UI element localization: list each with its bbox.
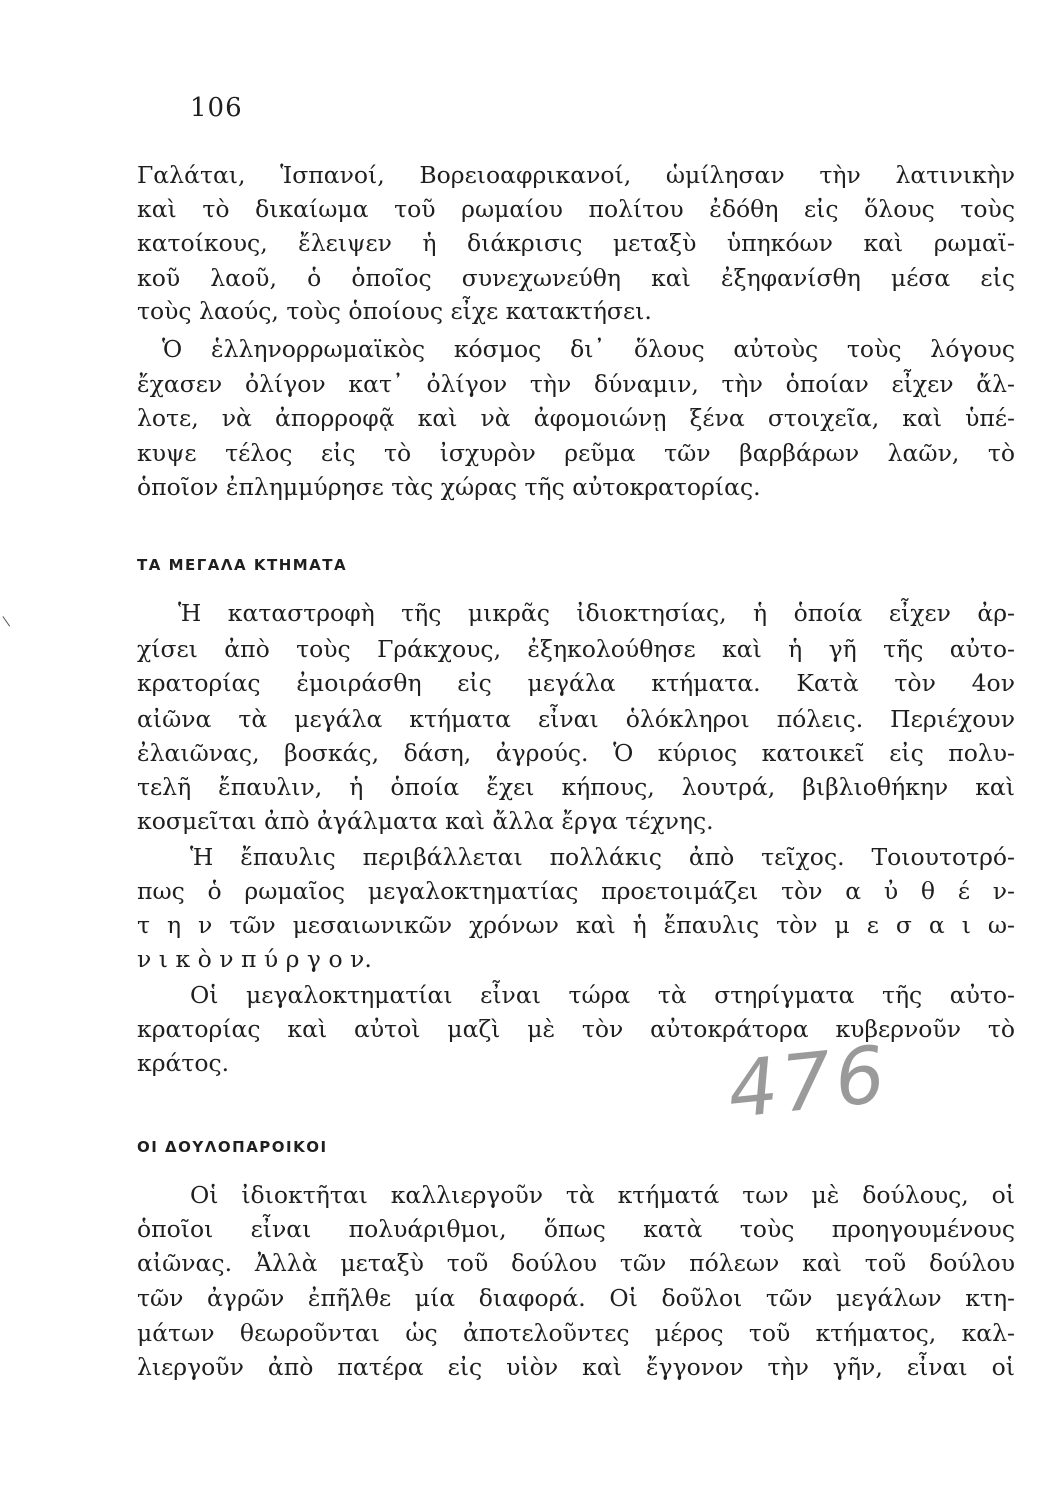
text-line: κοῦ λαοῦ, ὁ ὁποῖος συνεχωνεύθη καὶ ἐξηφανίσθη μέσα εἰς — [137, 264, 1015, 292]
handwritten-annotation: 476 — [723, 1029, 894, 1137]
text-line: τῶν ἀγρῶν ἐπῆλθε μία διαφορά. Οἱ δοῦλοι τῶν μεγάλων κτη- — [137, 1284, 1015, 1312]
text-line: ὁποῖοι εἶναι πολυάριθμοι, ὅπως κατὰ τοὺς προηγουμένους — [137, 1215, 1015, 1243]
text-line: λοτε, νὰ ἀπορροφᾷ καὶ νὰ ἀφομοιώνῃ ξένα στοιχεῖα, καὶ ὑπέ- — [137, 404, 1015, 432]
page-number: 106 — [190, 93, 243, 123]
text-line: Ἡ ἔπαυλις περιβάλλεται πολλάκις ἀπὸ τεῖχος. Τοιουτοτρό- — [190, 843, 1015, 871]
text-line: κοσμεῖται ἀπὸ ἀγάλματα καὶ ἄλλα ἔργα τέχνης. — [137, 807, 714, 835]
text-line: Ὁ ἑλληνορρωμαϊκὸς κόσμος δι᾽ ὅλους αὐτοὺς τοὺς λόγους — [162, 335, 1015, 363]
text-line: Ἡ καταστροφὴ τῆς μικρᾶς ἰδιοκτησίας, ἡ ὁποία εἶχεν ἀρ- — [178, 599, 1015, 627]
section-heading: ΤΑ ΜΕΓΑΛΑ ΚΤΗΜΑΤΑ — [137, 556, 348, 574]
text-line: τ η ν τῶν μεσαιωνικῶν χρόνων καὶ ἡ ἔπαυλις τὸν μ ε σ α ι ω- — [137, 911, 1015, 939]
text-line: καὶ τὸ δικαίωμα τοῦ ρωμαίου πολίτου ἐδόθη εἰς ὅλους τοὺς — [137, 195, 1015, 223]
text-line: κατοίκους, ἔλειψεν ἡ διάκρισις μεταξὺ ὑπηκόων καὶ ρωμαϊ- — [137, 229, 1015, 257]
text-line: Γαλάται, Ἱσπανοί, Βορειοαφρικανοί, ὡμίλησαν τὴν λατινικὴν — [137, 161, 1015, 189]
text-line: τοὺς λαούς, τοὺς ὁποίους εἶχε κατακτήσει. — [137, 297, 652, 325]
text-line: μάτων θεωροῦνται ὡς ἀποτελοῦντες μέρος τοῦ κτήματος, καλ- — [137, 1319, 1015, 1347]
text-line: ἔχασεν ὀλίγον κατ᾽ ὀλίγον τὴν δύναμιν, τὴν ὁποίαν εἶχεν ἄλ- — [137, 370, 1015, 398]
text-line: κυψε τέλος εἰς τὸ ἰσχυρὸν ρεῦμα τῶν βαρβάρων λαῶν, τὸ — [137, 439, 1015, 467]
text-line: λιεργοῦν ἀπὸ πατέρα εἰς υἱὸν καὶ ἔγγονον τὴν γῆν, εἶναι οἱ — [137, 1353, 1015, 1381]
text-line: χίσει ἀπὸ τοὺς Γράκχους, ἐξηκολούθησε καὶ ἡ γῆ τῆς αὐτο- — [137, 635, 1015, 663]
text-line: Οἱ μεγαλοκτηματίαι εἶναι τώρα τὰ στηρίγματα τῆς αὐτο- — [190, 981, 1015, 1009]
text-line: ἐλαιῶνας, βοσκάς, δάση, ἀγρούς. Ὁ κύριος κατοικεῖ εἰς πολυ- — [137, 739, 1015, 767]
text-line: πως ὁ ρωμαῖος μεγαλοκτηματίας προετοιμάζει τὸν α ὐ θ έ ν- — [137, 877, 1015, 905]
text-line: αἰῶνα τὰ μεγάλα κτήματα εἶναι ὁλόκληροι πόλεις. Περιέχουν — [137, 705, 1015, 733]
text-line: τελῆ ἔπαυλιν, ἡ ὁποία ἔχει κήπους, λουτρά, βιβλιοθήκην καὶ — [137, 773, 1015, 801]
text-line: αἰῶνας. Ἀλλὰ μεταξὺ τοῦ δούλου τῶν πόλεων καὶ τοῦ δούλου — [137, 1249, 1015, 1277]
section-heading: ΟΙ ΔΟΥΛΟΠΑΡΟΙΚΟΙ — [137, 1138, 328, 1156]
text-line: ὁποῖον ἐπλημμύρησε τὰς χώρας τῆς αὐτοκρατορίας. — [137, 473, 761, 501]
text-line: κρατορίας ἐμοιράσθη εἰς μεγάλα κτήματα. Κατὰ τὸν 4ον — [137, 669, 1015, 697]
text-line: κρατορίας καὶ αὐτοὶ μαζὶ μὲ τὸν αὐτοκράτορα κυβερνοῦν τὸ — [137, 1015, 1015, 1043]
text-line: κράτος. — [137, 1049, 230, 1077]
text-line: Οἱ ἰδιοκτῆται καλλιεργοῦν τὰ κτήματά των μὲ δούλους, οἱ — [190, 1181, 1015, 1209]
margin-mark — [2, 612, 16, 627]
text-line: ν ι κ ὸ ν π ύ ρ γ ο ν. — [137, 945, 372, 973]
